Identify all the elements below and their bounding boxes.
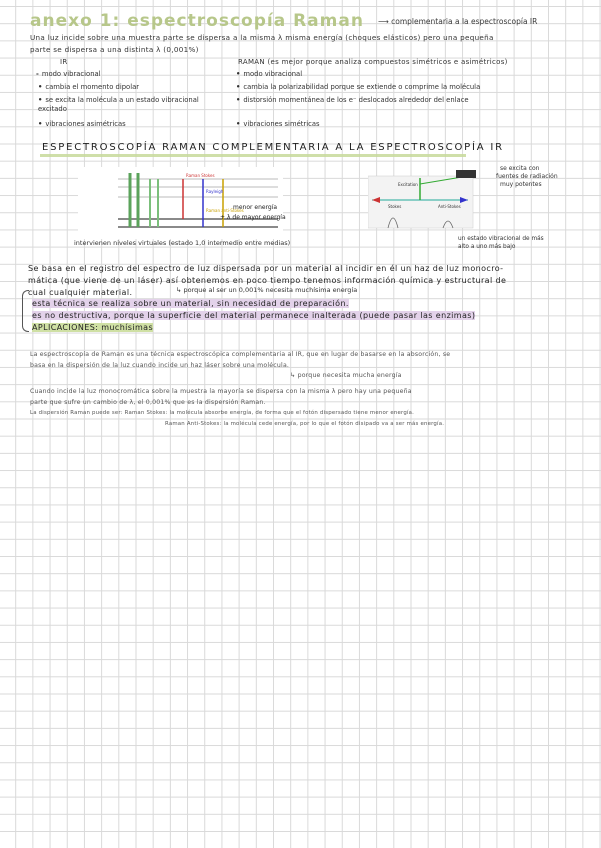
- section-heading: ESPECTROSCOPÍA RAMAN COMPLEMENTARIA A LA ESPECTROSCOPÍA IR: [42, 142, 504, 153]
- title-note: ⟶ complementaria a la espectroscopía IR: [378, 17, 538, 26]
- main-text-line-6: APLICACIONES: muchísimas: [32, 323, 154, 332]
- energy-level-diagram: [78, 167, 358, 239]
- section-underline: [40, 154, 466, 157]
- notes-p2-line-2: parte que sufre un cambio de λ, el 0,001% que es la dispersión Raman.: [30, 399, 266, 406]
- main-text-line-3: cual cualquier material.: [28, 288, 133, 297]
- ir-item: • cambia el momento dipolar: [38, 83, 140, 91]
- notes-p2-line-4: Raman Anti-Stokes: la molécula cede energía, por lo que el fotón disipado va a ser más energía.: [165, 421, 445, 427]
- notes-p1-line-1: La espectroscopía de Raman es una técnica espectroscópica complementaria al IR, que en lugar de basarse en la absorción, se: [30, 351, 451, 358]
- spectrum-note-bottom-1: un estado vibracional de más: [458, 236, 544, 242]
- spectrum-note-top-2: fuentes de radiación: [496, 173, 558, 180]
- spectrum-label-excitation: Excitation: [398, 182, 418, 187]
- notes-p1-line-2: basa en la dispersión de la luz cuando incide un haz láser sobre una molécula.: [30, 362, 290, 369]
- diagram-caption: intervienen niveles virtuales (estado 1,0 intermedio entre medias): [74, 239, 291, 247]
- arrow-icon: ↳: [176, 286, 184, 294]
- raman-item: • distorsión momentánea de los e⁻ deslocados alrededor del enlace: [236, 96, 469, 104]
- raman-item: • modo vibracional: [236, 70, 303, 78]
- ir-item: - modo vibracional: [36, 70, 101, 78]
- ir-item: • se excita la molécula a un estado vibracional excitado: [38, 96, 199, 113]
- notes-p2-line-3: La dispersión Raman puede ser: Raman Stokes: la molécula absorbe energía, de forma que el fotón dispersado tiene menor energía.: [30, 410, 415, 416]
- raman-spectrum-diagram: [368, 164, 588, 244]
- diagram-note-2: + λ de mayor energía: [220, 214, 286, 221]
- raman-item: • vibraciones simétricas: [236, 120, 320, 128]
- main-text-note: ↳ porque al ser un 0,001% necesita muchísima energía: [176, 286, 358, 294]
- intro-line-1: Una luz incide sobre una muestra parte se dispersa a la misma λ misma energía (choques elásticos) pero una pequeña: [30, 33, 494, 42]
- notes-p2-line-1: Cuando incide la luz monocromática sobre la muestra la mayoría se dispersa con la misma λ pero hay una pequeña: [30, 388, 412, 395]
- spectrum-label-stokes: Stokes: [388, 204, 402, 209]
- spectrum-note-bottom-2: alto a uno más bajo: [458, 244, 516, 250]
- spectrum-note-top-3: muy potentes: [500, 181, 542, 188]
- main-text-line-5: es no destructiva, porque la superficie del material permanece inalterada (puede pasar las enzimas): [32, 311, 476, 320]
- bracket-mark: [22, 290, 29, 332]
- spectrum-note-top-1: se excita con: [500, 165, 540, 172]
- main-text-line-4: esta técnica se realiza sobre un material, sin necesidad de preparación.: [32, 299, 349, 308]
- diagram-label-stokes: Raman Stokes: [186, 173, 215, 178]
- ir-item: • vibraciones asimétricas: [38, 120, 126, 128]
- spectrum-label-anti-stokes: Anti-Stokes: [438, 204, 461, 209]
- diagram-label-rayleigh: Rayleigh: [206, 189, 224, 194]
- main-text-line-1: Se basa en el registro del espectro de luz dispersada por un material al incidir en él un haz de luz monocro-: [28, 264, 504, 273]
- laser-icon: [456, 170, 476, 178]
- diagram-background: [78, 167, 283, 239]
- page-title: anexo 1: espectroscopía Raman: [30, 11, 364, 31]
- diagram-label-anti-stokes: Raman anti-Stokes: [206, 208, 244, 213]
- ir-heading: IR: [60, 58, 68, 66]
- arrow-icon: ↳: [290, 372, 298, 379]
- raman-item: • cambia la polarizabilidad porque se extiende o comprime la molécula: [236, 83, 481, 91]
- intro-line-2: parte se dispersa a una distinta λ (0,001%): [30, 45, 199, 54]
- arrow-right-icon: ⟶: [378, 17, 392, 26]
- main-text-line-2: mática (que viene de un láser) así obtenemos en poco tiempo tenemos información química y estructural de: [28, 276, 507, 285]
- notes-p1-note: ↳ porque necesita mucha energía: [290, 372, 402, 379]
- raman-heading: RAMAN (es mejor porque analiza compuestos simétricos e asimétricos): [238, 58, 508, 66]
- diagram-note-1: menor energía: [233, 204, 278, 211]
